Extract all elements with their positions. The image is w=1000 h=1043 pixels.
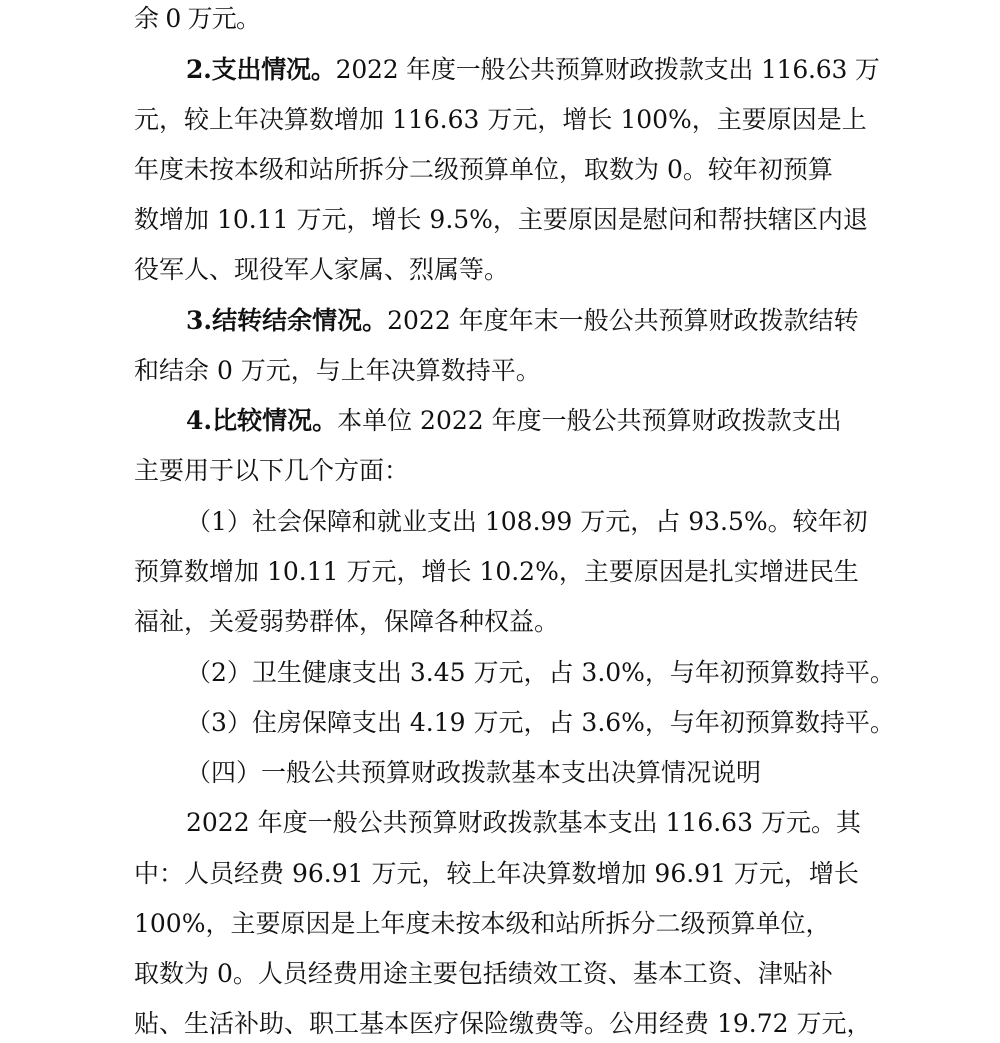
paragraph-line xyxy=(186,55,880,85)
line-text: 数增加 10.11 万元，增长 9.5%，主要原因是慰问和帮扶辖区内退 xyxy=(134,205,868,234)
line-text: 取数为 0。人员经费用途主要包括绩效工资、基本工资、津贴补 xyxy=(134,959,833,988)
paragraph-line xyxy=(134,4,260,34)
line-text: 余 0 万元。 xyxy=(134,4,261,33)
line-text: 和结余 0 万元，与上年决算数持平。 xyxy=(134,356,541,385)
line-text: （3）住房保障支出 4.19 万元，占 3.6%，与年初预算数持平。 xyxy=(186,708,895,737)
paragraph-line xyxy=(186,708,895,738)
section-heading: 4.比较情况。 xyxy=(186,406,338,435)
line-text: 年度未按本级和站所拆分二级预算单位，取数为 0。较年初预算 xyxy=(134,155,833,184)
line-text: 2022 年度一般公共预算财政拨款支出 116.63 万 xyxy=(335,55,880,84)
paragraph-line xyxy=(134,155,833,185)
line-text: （2）卫生健康支出 3.45 万元，占 3.0%，与年初预算数持平。 xyxy=(186,658,895,687)
paragraph-line xyxy=(186,406,842,436)
line-text: 贴、生活补助、职工基本医疗保险缴费等。公用经费 19.72 万元， xyxy=(134,1009,872,1038)
paragraph-line xyxy=(134,959,833,989)
line-text: 中：人员经费 96.91 万元，较上年决算数增加 96.91 万元，增长 xyxy=(134,859,859,888)
line-text: （四）一般公共预算财政拨款基本支出决算情况说明 xyxy=(186,758,762,787)
paragraph-line xyxy=(134,205,868,235)
section-heading: 3.结转结余情况。 xyxy=(186,306,388,335)
line-text: 元，较上年决算数增加 116.63 万元，增长 100%，主要原因是上 xyxy=(134,105,867,134)
paragraph-line xyxy=(134,557,859,587)
section-heading: 2.支出情况。 xyxy=(186,55,336,84)
paragraph-line xyxy=(134,456,409,486)
line-text: 100%，主要原因是上年度未按本级和站所拆分二级预算单位， xyxy=(134,909,831,938)
paragraph-line xyxy=(134,105,867,135)
paragraph-line xyxy=(186,306,859,336)
paragraph-line xyxy=(186,507,868,537)
line-text: 主要用于以下几个方面： xyxy=(134,456,410,485)
paragraph-line xyxy=(134,255,509,285)
line-text: 预算数增加 10.11 万元，增长 10.2%，主要原因是扎实增进民生 xyxy=(134,557,859,586)
paragraph-line xyxy=(134,1009,871,1039)
line-text: 役军人、现役军人家属、烈属等。 xyxy=(134,255,510,284)
paragraph-line xyxy=(186,808,861,838)
subsection-heading xyxy=(186,758,761,788)
paragraph-line xyxy=(134,859,859,889)
line-text: 2022 年度年末一般公共预算财政拨款结转 xyxy=(387,306,859,335)
line-text: 本单位 2022 年度一般公共预算财政拨款支出 xyxy=(337,406,842,435)
paragraph-line xyxy=(134,356,541,386)
paragraph-line xyxy=(186,658,895,688)
line-text: 2022 年度一般公共预算财政拨款基本支出 116.63 万元。其 xyxy=(186,808,861,837)
line-text: 福祉，关爱弱势群体，保障各种权益。 xyxy=(134,607,560,636)
paragraph-line xyxy=(134,909,830,939)
paragraph-line xyxy=(134,607,559,637)
line-text: （1）社会保障和就业支出 108.99 万元，占 93.5%。较年初 xyxy=(186,507,868,536)
